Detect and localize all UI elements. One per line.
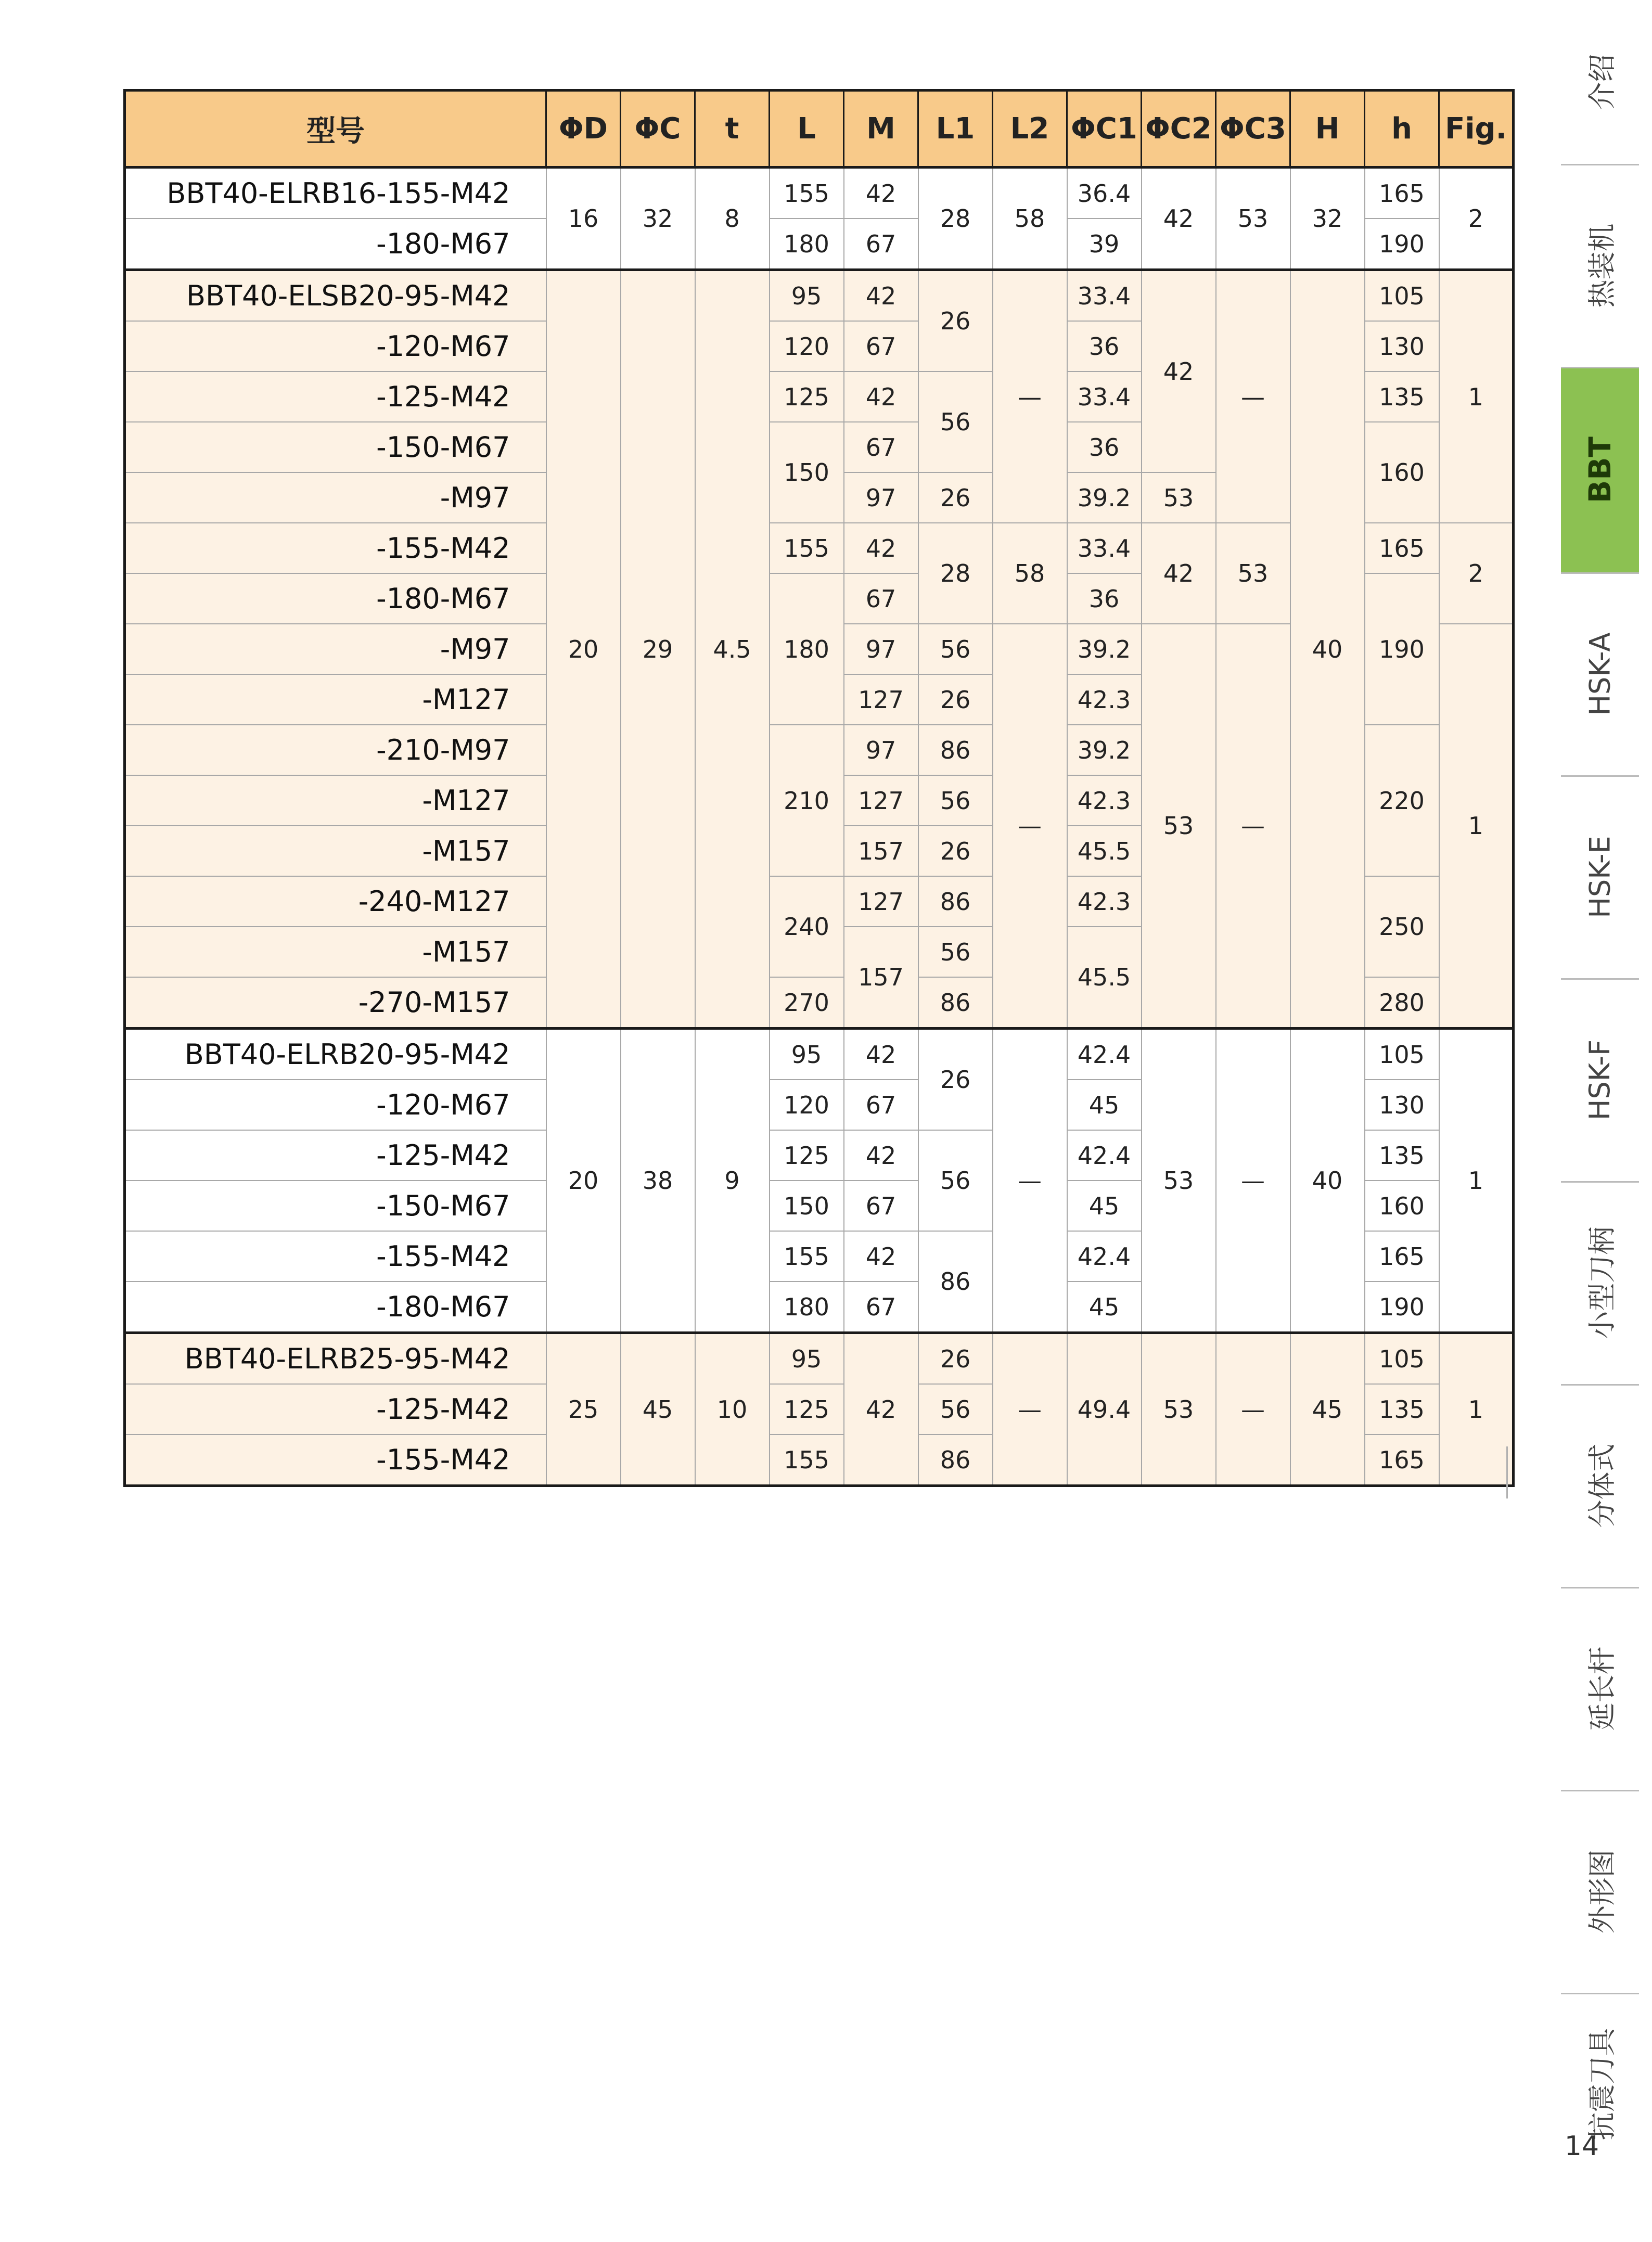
model-cell: -125-M42	[125, 1130, 546, 1181]
value-cell: 190	[1365, 1282, 1439, 1333]
value-cell: 1	[1439, 624, 1514, 1029]
value-cell: 45	[1290, 1333, 1365, 1486]
nav-tab-8[interactable]	[1561, 1587, 1639, 1790]
value-cell: 120	[770, 1080, 844, 1130]
value-cell: 127	[844, 876, 918, 927]
value-cell: 38	[621, 1029, 695, 1333]
column-header: h	[1365, 91, 1439, 168]
nav-tab-label: 抗震刀具	[1585, 2028, 1619, 2140]
nav-tab-label: 延长杆	[1585, 1646, 1619, 1731]
value-cell: 125	[770, 1130, 844, 1181]
value-cell: 97	[844, 624, 918, 674]
model-cell: -240-M127	[125, 876, 546, 927]
column-header: L	[770, 91, 844, 168]
value-cell: 180	[770, 573, 844, 725]
model-cell: -125-M42	[125, 371, 546, 422]
nav-tab-label: 分体式	[1585, 1443, 1619, 1528]
value-cell: 165	[1365, 168, 1439, 219]
model-group	[125, 270, 1514, 1029]
column-header: ΦC2	[1142, 91, 1216, 168]
value-cell: 42	[844, 523, 918, 573]
nav-tab-0[interactable]	[1561, 0, 1639, 164]
value-cell: 135	[1365, 371, 1439, 422]
value-cell: 155	[770, 523, 844, 573]
model-group	[125, 1333, 1514, 1486]
nav-tab-label: BBT	[1582, 436, 1618, 503]
model-cell: -155-M42	[125, 1434, 546, 1486]
page-number: 14	[1564, 2131, 1599, 2162]
model-cell: BBT40-ELSB20-95-M42	[125, 270, 546, 322]
nav-divider	[1561, 572, 1639, 574]
nav-tab-3[interactable]	[1561, 572, 1639, 775]
model-cell: -M97	[125, 624, 546, 674]
value-cell: 67	[844, 219, 918, 270]
nav-tab-label: 外形图	[1585, 1849, 1619, 1933]
value-cell: 250	[1365, 876, 1439, 977]
nav-tab-label: 小型刀柄	[1585, 1226, 1619, 1339]
column-header: ΦD	[546, 91, 621, 168]
value-cell: 53	[1142, 1029, 1216, 1333]
value-cell: 155	[770, 168, 844, 219]
value-cell: 10	[695, 1333, 770, 1486]
value-cell: 45	[1067, 1080, 1142, 1130]
value-cell: 39.2	[1067, 472, 1142, 523]
value-cell: 45	[1067, 1181, 1142, 1231]
nav-divider	[1561, 1181, 1639, 1183]
model-cell: -M97	[125, 472, 546, 523]
value-cell: —	[1216, 1029, 1290, 1333]
value-cell: 42	[844, 1029, 918, 1080]
nav-tab-1[interactable]	[1561, 164, 1639, 367]
value-cell: 127	[844, 674, 918, 725]
value-cell: 95	[770, 1029, 844, 1080]
value-cell: 2	[1439, 523, 1514, 624]
value-cell: —	[993, 1333, 1067, 1486]
column-header: t	[695, 91, 770, 168]
value-cell: 127	[844, 775, 918, 826]
model-cell: BBT40-ELRB20-95-M42	[125, 1029, 546, 1080]
value-cell: 240	[770, 876, 844, 977]
value-cell: 1	[1439, 1029, 1514, 1333]
model-cell: -180-M67	[125, 1282, 546, 1333]
value-cell: 157	[844, 826, 918, 876]
value-cell: 42	[844, 1333, 918, 1486]
nav-divider	[1561, 1384, 1639, 1386]
value-cell: 67	[844, 422, 918, 472]
nav-tab-4[interactable]	[1561, 775, 1639, 978]
value-cell: 95	[770, 1333, 844, 1385]
value-cell: 67	[844, 573, 918, 624]
value-cell: 40	[1290, 270, 1365, 1029]
value-cell: 180	[770, 1282, 844, 1333]
column-header: ΦC3	[1216, 91, 1290, 168]
value-cell: 67	[844, 1282, 918, 1333]
value-cell: 2	[1439, 168, 1514, 270]
value-cell: 32	[1290, 168, 1365, 270]
value-cell: 125	[770, 1384, 844, 1434]
nav-tab-6[interactable]	[1561, 1181, 1639, 1384]
value-cell: 97	[844, 472, 918, 523]
value-cell: 20	[546, 270, 621, 1029]
model-cell: -210-M97	[125, 725, 546, 775]
value-cell: 58	[993, 168, 1067, 270]
nav-tab-label: HSK-A	[1583, 632, 1617, 715]
side-nav	[1561, 0, 1652, 2242]
value-cell: 42.4	[1067, 1231, 1142, 1282]
model-cell: -M157	[125, 826, 546, 876]
value-cell: 4.5	[695, 270, 770, 1029]
nav-tab-label: 热装机	[1585, 223, 1619, 308]
value-cell: 157	[844, 927, 918, 1029]
value-cell: 45.5	[1067, 826, 1142, 876]
value-cell: 45	[1067, 1282, 1142, 1333]
model-cell: -120-M67	[125, 321, 546, 371]
value-cell: 26	[918, 472, 993, 523]
value-cell: 56	[918, 371, 993, 472]
column-header: ΦC1	[1067, 91, 1142, 168]
value-cell: 49.4	[1067, 1333, 1142, 1486]
nav-divider	[1561, 978, 1639, 980]
value-cell: 53	[1142, 472, 1216, 523]
value-cell: 130	[1365, 1080, 1439, 1130]
value-cell: 135	[1365, 1384, 1439, 1434]
value-cell: 42.4	[1067, 1029, 1142, 1080]
value-cell: 26	[918, 270, 993, 372]
value-cell: 86	[918, 1434, 993, 1486]
value-cell: 42	[844, 1130, 918, 1181]
value-cell: 280	[1365, 977, 1439, 1029]
nav-divider	[1561, 1790, 1639, 1791]
value-cell: 42.3	[1067, 775, 1142, 826]
model-cell: -125-M42	[125, 1384, 546, 1434]
model-cell: -270-M157	[125, 977, 546, 1029]
value-cell: 56	[918, 927, 993, 977]
divider-line	[1506, 1446, 1508, 1498]
value-cell: 53	[1142, 624, 1216, 1029]
value-cell: 56	[918, 1384, 993, 1434]
value-cell: 42	[1142, 168, 1216, 270]
model-group	[125, 1029, 1514, 1333]
value-cell: 42	[844, 168, 918, 219]
column-header: L1	[918, 91, 993, 168]
column-header: M	[844, 91, 918, 168]
table-row	[125, 168, 1514, 219]
value-cell: 33.4	[1067, 371, 1142, 422]
table-header	[125, 91, 1514, 168]
value-cell: 9	[695, 1029, 770, 1333]
value-cell: 53	[1216, 523, 1290, 624]
nav-tab-label: HSK-E	[1583, 835, 1617, 918]
nav-tab-9[interactable]	[1561, 1790, 1639, 1993]
value-cell: 39	[1067, 219, 1142, 270]
value-cell: 8	[695, 168, 770, 270]
value-cell: 210	[770, 725, 844, 876]
value-cell: 67	[844, 1080, 918, 1130]
value-cell: 53	[1142, 1333, 1216, 1486]
model-group	[125, 168, 1514, 270]
value-cell: 1	[1439, 270, 1514, 523]
value-cell: 155	[770, 1434, 844, 1486]
value-cell: 180	[770, 219, 844, 270]
value-cell: 29	[621, 270, 695, 1029]
value-cell: 155	[770, 1231, 844, 1282]
model-cell: -M127	[125, 674, 546, 725]
value-cell: 160	[1365, 1181, 1439, 1231]
value-cell: 26	[918, 826, 993, 876]
value-cell: 160	[1365, 422, 1439, 523]
value-cell: —	[1216, 270, 1290, 523]
value-cell: 53	[1216, 168, 1290, 270]
value-cell: 42.3	[1067, 674, 1142, 725]
value-cell: —	[993, 1029, 1067, 1333]
value-cell: —	[1216, 624, 1290, 1029]
header-row	[125, 91, 1514, 168]
model-cell: -M157	[125, 927, 546, 977]
value-cell: 45.5	[1067, 927, 1142, 1029]
nav-tab-label: 介绍	[1585, 54, 1619, 110]
value-cell: 25	[546, 1333, 621, 1486]
column-header: L2	[993, 91, 1067, 168]
value-cell: 56	[918, 775, 993, 826]
value-cell: 42	[844, 1231, 918, 1282]
model-cell: -150-M67	[125, 1181, 546, 1231]
nav-divider	[1561, 1993, 1639, 1994]
model-cell: -180-M67	[125, 219, 546, 270]
value-cell: 86	[918, 1231, 993, 1333]
value-cell: 56	[918, 624, 993, 674]
value-cell: 36	[1067, 321, 1142, 371]
nav-tab-5[interactable]	[1561, 978, 1639, 1181]
value-cell: 33.4	[1067, 270, 1142, 322]
table-row	[125, 1029, 1514, 1080]
value-cell: 58	[993, 523, 1067, 624]
model-cell: BBT40-ELRB16-155-M42	[125, 168, 546, 219]
value-cell: 28	[918, 168, 993, 270]
value-cell: 67	[844, 321, 918, 371]
value-cell: 165	[1365, 523, 1439, 573]
column-header: H	[1290, 91, 1365, 168]
value-cell: 45	[621, 1333, 695, 1486]
value-cell: 36	[1067, 422, 1142, 472]
value-cell: 105	[1365, 1029, 1439, 1080]
nav-divider	[1561, 367, 1639, 368]
value-cell: 120	[770, 321, 844, 371]
model-cell: -M127	[125, 775, 546, 826]
value-cell: 150	[770, 1181, 844, 1231]
value-cell: 220	[1365, 725, 1439, 876]
value-cell: 42.4	[1067, 1130, 1142, 1181]
value-cell: 36.4	[1067, 168, 1142, 219]
value-cell: 125	[770, 371, 844, 422]
nav-tab-2[interactable]	[1561, 367, 1639, 572]
value-cell: 56	[918, 1130, 993, 1231]
value-cell: 42	[844, 270, 918, 322]
nav-divider	[1561, 775, 1639, 777]
nav-divider	[1561, 1587, 1639, 1588]
value-cell: 26	[918, 1029, 993, 1131]
value-cell: 165	[1365, 1231, 1439, 1282]
value-cell: 165	[1365, 1434, 1439, 1486]
column-header: 型号	[125, 91, 546, 168]
value-cell: 86	[918, 725, 993, 775]
value-cell: —	[1216, 1333, 1290, 1486]
value-cell: 1	[1439, 1333, 1514, 1486]
model-cell: BBT40-ELRB25-95-M42	[125, 1333, 546, 1385]
model-cell: -150-M67	[125, 422, 546, 472]
spec-table	[123, 89, 1515, 1487]
nav-tab-label: HSK-F	[1583, 1039, 1617, 1120]
value-cell: 135	[1365, 1130, 1439, 1181]
table-row	[125, 270, 1514, 322]
value-cell: 40	[1290, 1029, 1365, 1333]
value-cell: 67	[844, 1181, 918, 1231]
value-cell: 33.4	[1067, 523, 1142, 573]
value-cell: 86	[918, 876, 993, 927]
value-cell: 105	[1365, 270, 1439, 322]
table-row	[125, 1333, 1514, 1385]
model-cell: -120-M67	[125, 1080, 546, 1130]
value-cell: 150	[770, 422, 844, 523]
value-cell: —	[993, 270, 1067, 523]
value-cell: 105	[1365, 1333, 1439, 1385]
value-cell: 28	[918, 523, 993, 624]
value-cell: 86	[918, 977, 993, 1029]
model-cell: -155-M42	[125, 1231, 546, 1282]
value-cell: 42	[1142, 523, 1216, 624]
value-cell: 42	[844, 371, 918, 422]
value-cell: 36	[1067, 573, 1142, 624]
value-cell: 26	[918, 674, 993, 725]
value-cell: 26	[918, 1333, 993, 1385]
value-cell: 130	[1365, 321, 1439, 371]
value-cell: 16	[546, 168, 621, 270]
value-cell: 39.2	[1067, 725, 1142, 775]
model-cell: -180-M67	[125, 573, 546, 624]
value-cell: 95	[770, 270, 844, 322]
value-cell: 270	[770, 977, 844, 1029]
column-header: Fig.	[1439, 91, 1514, 168]
value-cell: 42.3	[1067, 876, 1142, 927]
value-cell: 190	[1365, 219, 1439, 270]
value-cell: 20	[546, 1029, 621, 1333]
value-cell: 42	[1142, 270, 1216, 473]
value-cell: 39.2	[1067, 624, 1142, 674]
value-cell: 32	[621, 168, 695, 270]
value-cell: 190	[1365, 573, 1439, 725]
nav-tab-7[interactable]	[1561, 1384, 1639, 1587]
value-cell: 97	[844, 725, 918, 775]
model-cell: -155-M42	[125, 523, 546, 573]
value-cell: —	[993, 624, 1067, 1029]
column-header: ΦC	[621, 91, 695, 168]
nav-divider	[1561, 164, 1639, 165]
